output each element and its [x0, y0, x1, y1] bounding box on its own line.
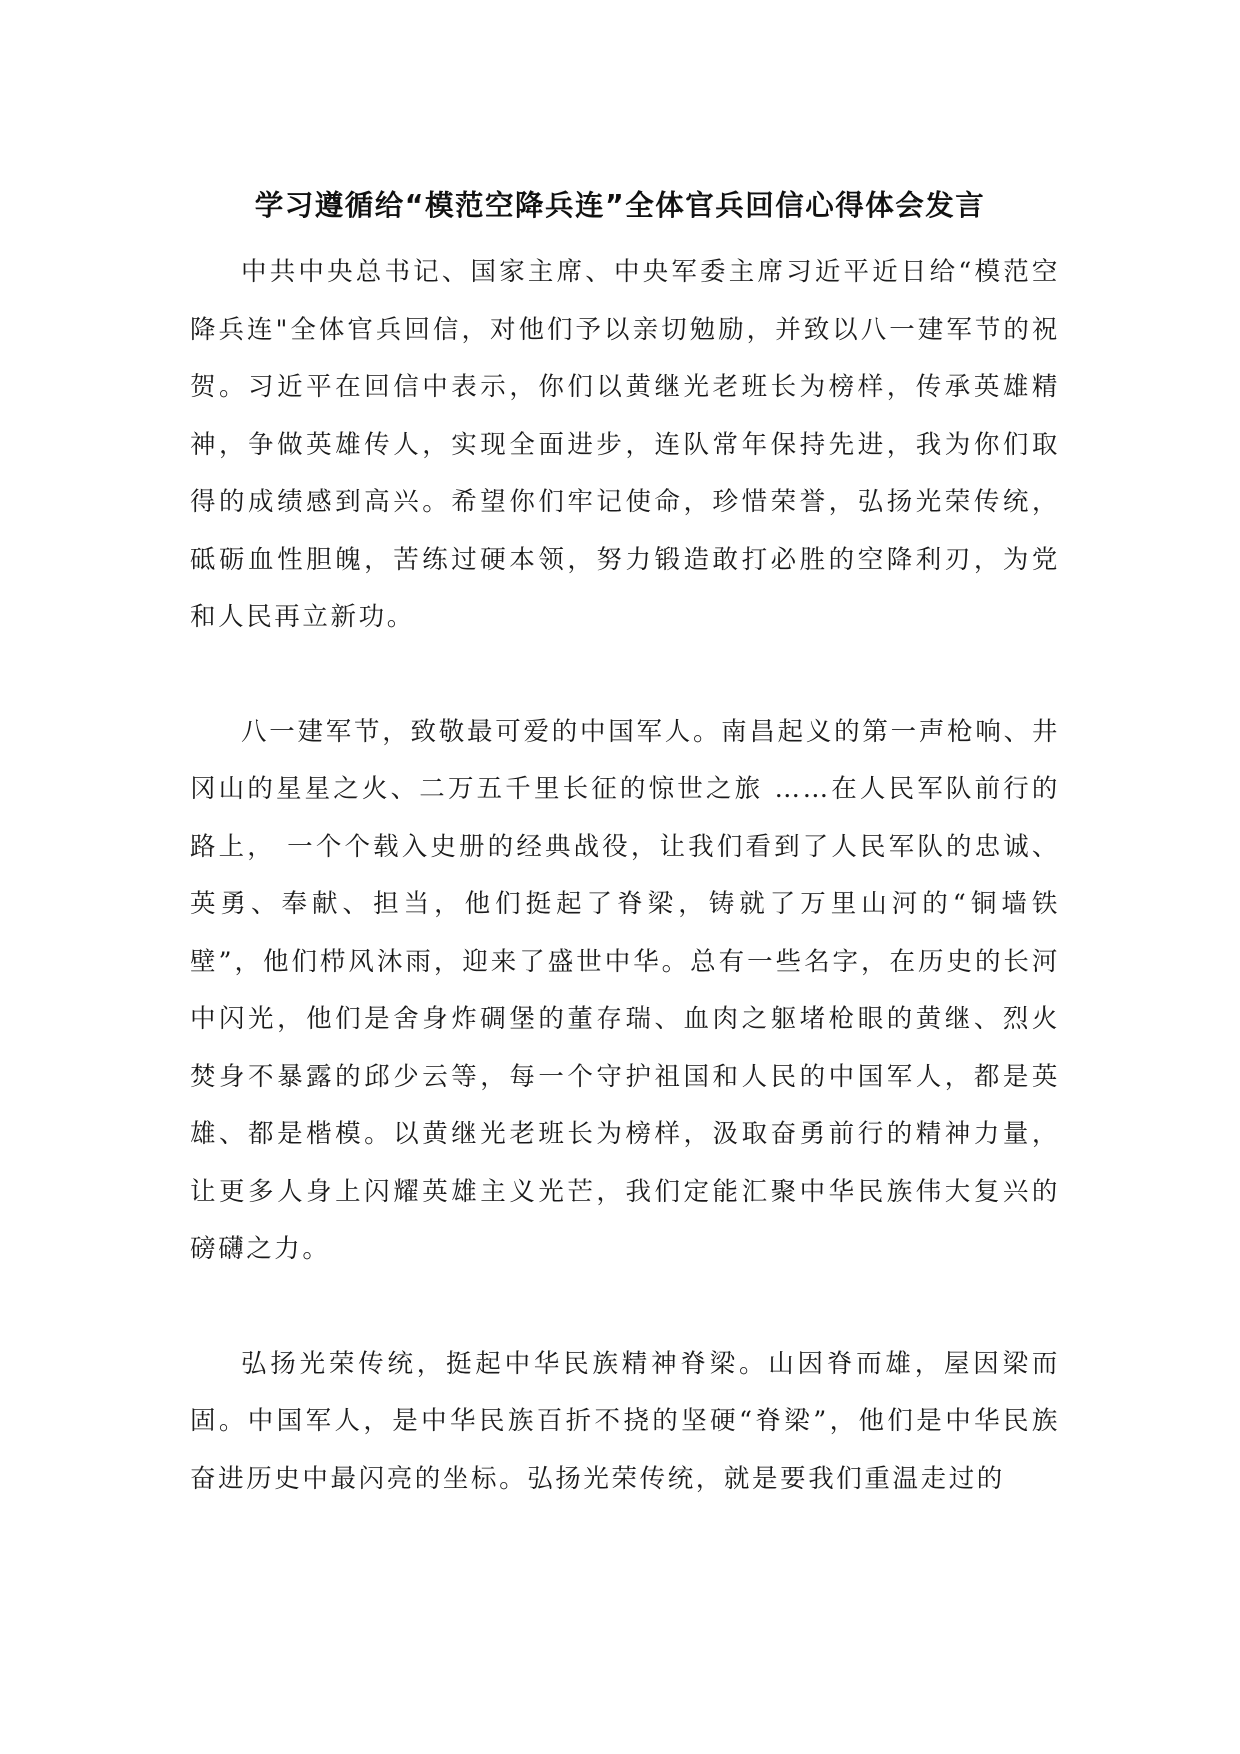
paragraph-2: 八一建军节，致敬最可爱的中国军人。南昌起义的第一声枪响、井冈山的星星之火、二万五千里长征的惊世之旅 ……在人民军队前行的路上， 一个个载入史册的经典战役，让我们看到了人民军队的忠诚、英勇、奉献、担当，他们挺起了脊梁，铸就了万里山河的“铜墙铁壁”，他们栉风沐雨，迎来了盛世中华。总有一些名字，在历史的长河中闪光，他们是舍身炸碉堡的董存瑞、血肉之躯堵枪眼的黄继、烈火焚身不暴露的邱少云等，每一个守护祖国和人民的中国军人，都是英雄、都是楷模。以黄继光老班长为榜样，汲取奋勇前行的精神力量，让更多人身上闪耀英雄主义光芒，我们定能汇聚中华民族伟大复兴的磅礴之力。 [190, 716, 1060, 1264]
paragraph-1: 中共中央总书记、国家主席、中央军委主席习近平近日给“模范空降兵连"全体官兵回信，对他们予以亲切勉励，并致以八一建军节的祝贺。习近平在回信中表示，你们以黄继光老班长为榜样，传承英雄精神，争做英雄传人，实现全面进步，连队常年保持先进，我为你们取得的成绩感到高兴。希望你们牢记使命，珍惜荣誉，弘扬光荣传统，砥砺血性胆魄，苦练过硬本领，努力锻造敢打必胜的空降利刃，为党和人民再立新功。 [190, 257, 1060, 632]
document-title: 学习遵循给“模范空降兵连”全体官兵回信心得体会发言 [254, 189, 986, 222]
paragraph-3: 弘扬光荣传统，挺起中华民族精神脊梁。山因脊而雄，屋因梁而固。中国军人，是中华民族百折不挠的坚硬“脊梁”，他们是中华民族奋进历史中最闪亮的坐标。弘扬光荣传统，就是要我们重温走过的 [190, 1348, 1060, 1494]
document-body [190, 244, 1060, 1508]
